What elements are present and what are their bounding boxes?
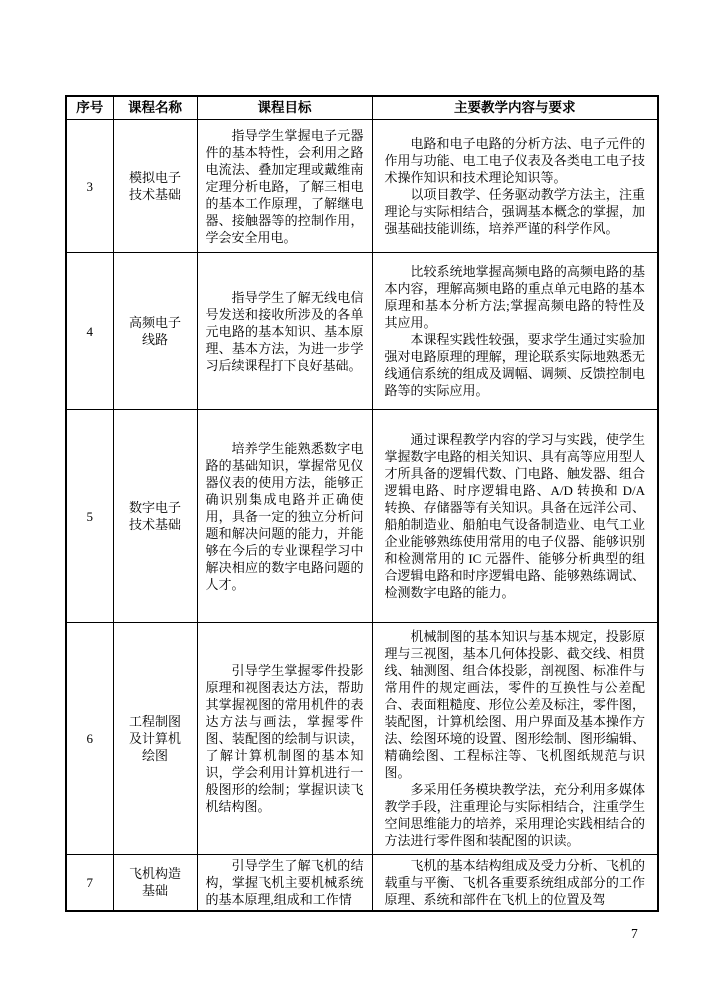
course-row — [66, 410, 658, 623]
course-name-line: 模拟电子 — [128, 170, 181, 185]
content-paragraph: 多采用任务模块教学法，充分利用多媒体教学手段，注重理论与实际相结合，注重学生空间思维能力的培养，采用理论实践相结合的方法进行零件图和装配图的识读。 — [384, 782, 645, 848]
course-goal — [197, 623, 372, 855]
course-goal — [197, 410, 372, 623]
content-paragraph: 机械制图的基本知识与基本规定，投影原理与三视图，基本几何体投影、截交线、相贯线、轴测图、组合体投影，剖视图、标准件与常用件的规定画法，零件的互换性与公差配合、表面粗糙度、形位公差及标注，零件图，装配图，计算机绘图、用户界面及基本操作方法、绘图环境的设置、图形绘制、图形编辑、精确绘图、工程标注等、飞机图纸规范与识图。 — [384, 629, 645, 780]
course-name — [113, 855, 197, 911]
course-row — [66, 120, 658, 253]
content-paragraph: 飞机的基本结构组成及受力分析、飞机的载重与平衡、飞机各重要系统组成部分的工作原理、系统和部件在飞机上的位置及驾 — [384, 857, 645, 907]
content-paragraph: 通过课程教学内容的学习与实践，使学生掌握数字电路的相关知识、具有高等应用型人才所具备的逻辑代数、门电路、触发器、组合逻辑电路、时序逻辑电路、A/D 转换和 D/A 转换、存储器等有关知识。具备在远洋公司、船舶制造业、船舶电气设备制造业、电气工业企业能够熟练使用常用的电子仪器、能够识别和检测常用的 IC 元器件、能够分析典型的组合逻辑电路和时序逻辑电路、能够熟练调试、检测数字电路的能力。 — [384, 432, 645, 600]
goal-paragraph: 指导学生掌握电子元器件的基本特性，会利用之路电流法、叠加定理或戴维南定理分析电路，了解三相电的基本工作原理，了解继电器、接触器等的控制作用，学会安全用电。 — [205, 127, 364, 245]
course-row — [66, 623, 658, 855]
course-name-line: 高频电子 — [128, 315, 181, 330]
course-name — [113, 623, 197, 855]
goal-paragraph: 引导学生了解飞机的结构，掌握飞机主要机械系统的基本原理,组成和工作情 — [205, 857, 364, 907]
course-name-line: 技术基础 — [128, 517, 181, 532]
teaching-content — [372, 410, 658, 623]
teaching-content — [372, 623, 658, 855]
course-name-line: 线路 — [141, 332, 168, 347]
content-paragraph: 以项目教学、任务驱动教学方法主，注重理论与实际相结合，强调基本概念的掌握，加强基础技能训练，培养严谨的科学作风。 — [384, 187, 645, 236]
course-serial-number: 5 — [66, 410, 113, 623]
course-name — [113, 410, 197, 623]
course-name-line: 技术基础 — [128, 187, 181, 202]
goal-paragraph: 指导学生了解无线电信号发送和接收所涉及的各单元电路的基本知识、基本原理、基本方法，为进一步学习后续课程打下良好基础。 — [205, 289, 364, 373]
course-name-line: 绘图 — [141, 748, 168, 763]
goal-paragraph: 引导学生掌握零件投影原理和视图表达方法，帮助其掌握视图的常用机件的表达方法与画法，掌握零件图、装配图的绘制与识读，了解计算机制图的基本知识，学会利用计算机进行一般图形的绘制；掌握识读飞机结构图。 — [205, 663, 364, 814]
teaching-content — [372, 253, 658, 410]
course-name-line: 数字电子 — [128, 500, 181, 515]
course-name-line: 基础 — [141, 883, 168, 899]
course-serial-number: 6 — [66, 623, 113, 855]
course-name-line: 工程制图 — [128, 714, 181, 729]
header-teaching-content: 主要教学内容与要求 — [372, 96, 658, 120]
teaching-content — [372, 855, 658, 911]
course-table — [65, 95, 659, 912]
course-name — [113, 120, 197, 253]
course-row — [66, 855, 658, 911]
content-paragraph: 比较系统地掌握高频电路的高频电路的基本内容，理解高频电路的重点单元电路的基本原理和基本分析方法;掌握高频电路的特性及其应用。 — [384, 264, 645, 330]
course-row — [66, 253, 658, 410]
header-course-goal: 课程目标 — [197, 96, 372, 120]
course-name-line: 及计算机 — [128, 731, 181, 746]
content-paragraph: 电路和电子电路的分析方法、电子元件的作用与功能、电工电子仪表及各类电工电子技术操作知识和技术理论知识等。 — [384, 136, 645, 185]
course-goal — [197, 855, 372, 911]
goal-paragraph: 培养学生能熟悉数字电路的基础知识，掌握常见仪器仪表的使用方法，能够正确识别集成电路并正确使用，具备一定的独立分析问题和解决问题的能力，并能够在今后的专业课程学习中解决相应的数字电路问题的人才。 — [205, 440, 364, 592]
course-goal — [197, 253, 372, 410]
course-serial-number: 4 — [66, 253, 113, 410]
table-header-row — [66, 96, 658, 120]
course-serial-number: 3 — [66, 120, 113, 253]
content-paragraph: 本课程实践性较强，要求学生通过实验加强对电路原理的理解，理论联系实际地熟悉无线通信系统的组成及调幅、调频、反馈控制电路等的实际应用。 — [384, 332, 645, 398]
course-name-line: 飞机构造 — [128, 866, 181, 882]
teaching-content — [372, 120, 658, 253]
course-goal — [197, 120, 372, 253]
header-serial-number: 序号 — [66, 96, 113, 120]
table-body — [66, 120, 658, 911]
course-serial-number: 7 — [66, 855, 113, 911]
header-course-name: 课程名称 — [113, 96, 197, 120]
page-number: 7 — [631, 926, 638, 941]
course-name — [113, 253, 197, 410]
